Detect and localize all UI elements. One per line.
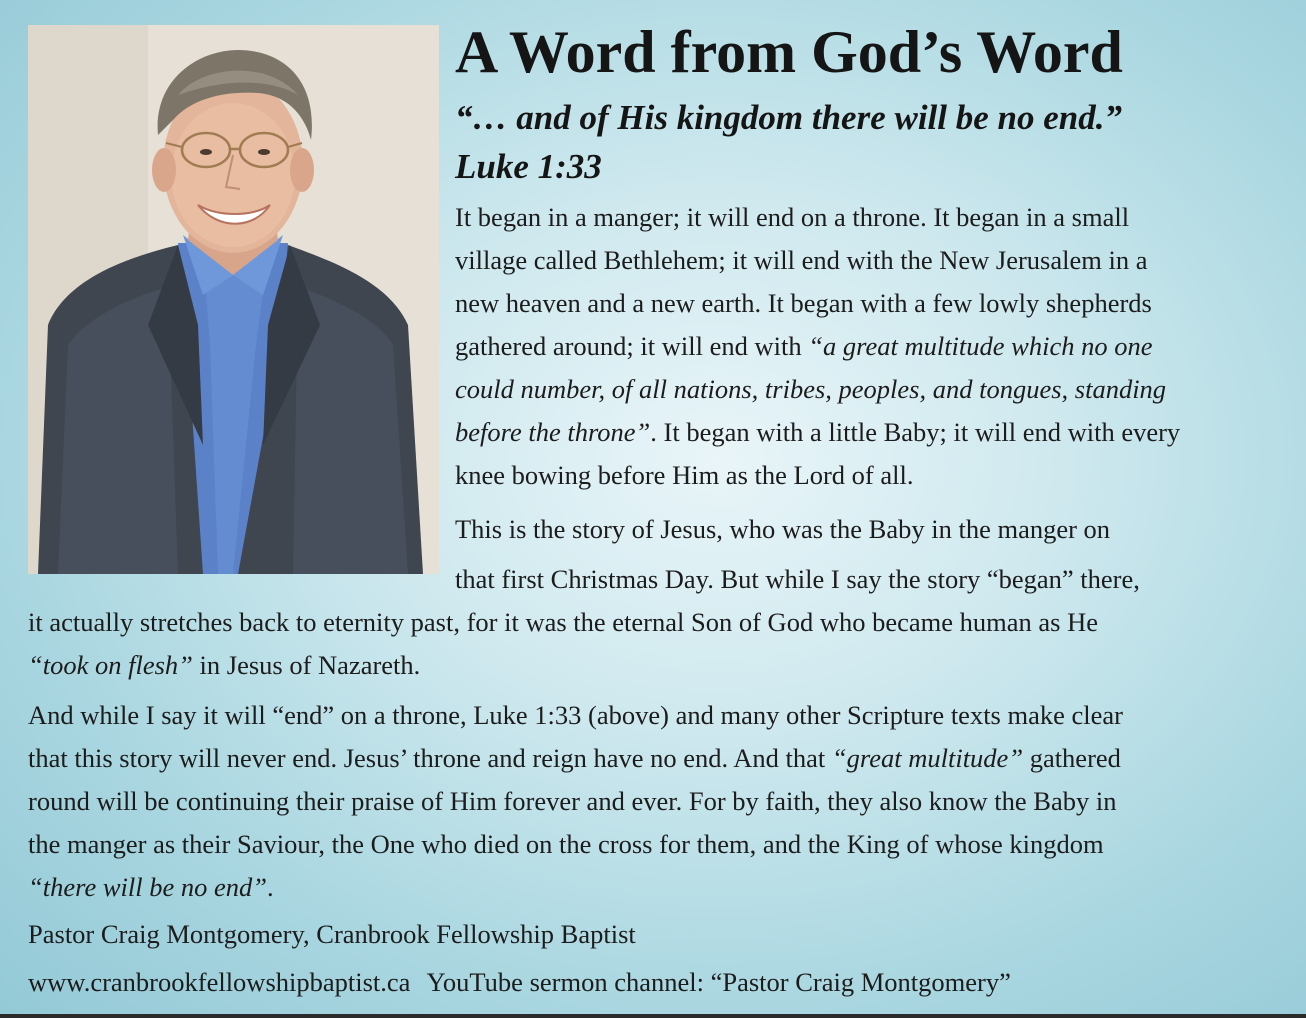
p3-line-2-text-c: gathered [1023,743,1121,773]
p2-line-3: it actually stretches back to eternity past, for it was the eternal Son of God who became human as He [28,607,1098,637]
p1-line-1: It began in a manger; it will end on a throne. It began in a small [455,202,1130,232]
p2-line-4 [28,649,420,681]
p1-line-3: new heaven and a new earth. It began with a few lowly shepherds [455,288,1152,318]
p3-line-5 [28,871,274,903]
p3-line-2 [28,742,1121,774]
article-title: A Word from God’s Word [455,19,1123,85]
author-signature: Pastor Craig Montgomery, Cranbrook Fellowship Baptist [28,919,636,949]
pastor-portrait-image [28,25,439,574]
p3-line-4: the manger as their Saviour, the One who died on the cross for them, and the King of whose kingdom [28,829,1104,859]
p1-line-7: knee bowing before Him as the Lord of all. [455,460,914,490]
p3-line-1: And while I say it will “end” on a throne, Luke 1:33 (above) and many other Scripture texts make clear [28,700,1123,730]
verse-quote: “… and of His kingdom there will be no end.” [455,98,1122,137]
p1-line-4 [455,330,1152,362]
youtube-channel-text: YouTube sermon channel: “Pastor Craig Montgomery” [426,967,1011,997]
p1-line-4-text: gathered around; it will end with [455,331,809,361]
p1-line-5 [455,373,1166,405]
p3-line-2-text-a: that this story will never end. Jesus’ throne and reign have no end. And that [28,743,832,773]
p2-line-4-text: in Jesus of Nazareth. [192,650,421,680]
p2-line-1: This is the story of Jesus, who was the Baby in the manger on [455,514,1111,544]
p2-line-4-quote: “took on flesh” [28,650,193,680]
p1-line-4-quote: “a great multitude which no one [808,331,1153,361]
verse-reference: Luke 1:33 [455,147,602,186]
p3-line-3: round will be continuing their praise of Him forever and ever. For by faith, they also know the Baby in [28,786,1117,816]
p3-line-2-quote: “great multitude” [831,743,1024,773]
p1-line-2: village called Bethlehem; it will end with the New Jerusalem in a [455,245,1148,275]
p1-line-6 [455,416,1180,448]
website-link[interactable]: www.cranbrookfellowshipbaptist.ca [28,967,411,997]
bottom-border [0,1014,1306,1018]
p1-line-6-text: . It began with a little Baby; it will end with every [650,417,1181,447]
p2-line-2: that first Christmas Day. But while I say the story “began” there, [455,564,1140,594]
pastor-photo [28,25,439,574]
contact-line [28,966,1011,998]
p1-line-5-quote: could number, of all nations, tribes, peoples, and tongues, standing [455,374,1167,404]
p3-line-5-text: . [266,872,274,902]
p3-line-5-quote: “there will be no end” [28,872,267,902]
p1-line-6-quote: before the throne” [455,417,651,447]
